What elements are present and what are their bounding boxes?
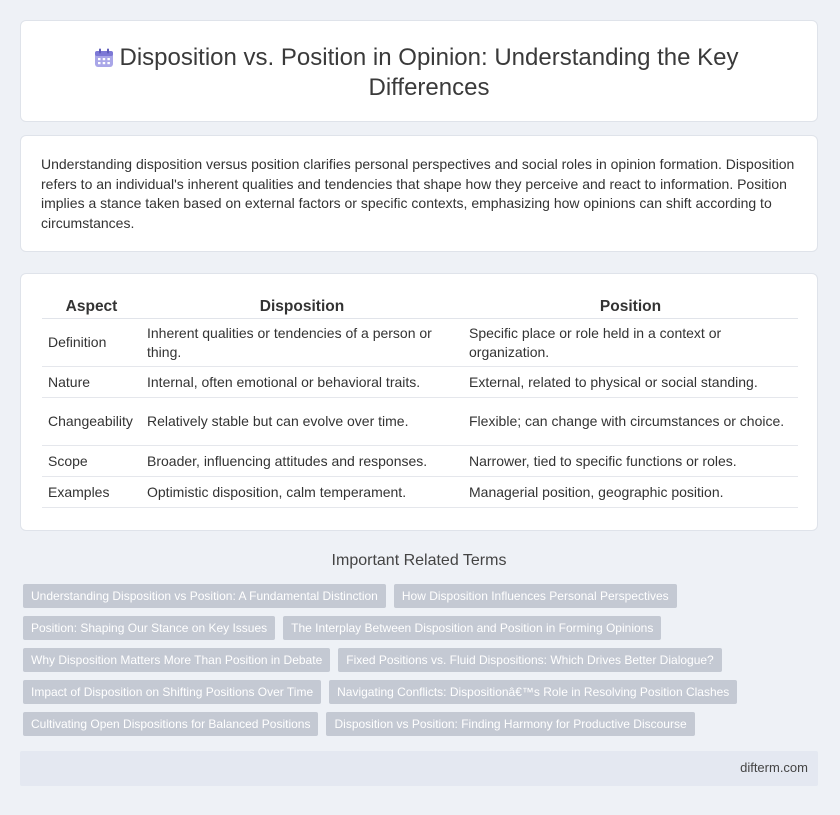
cell-position: Narrower, tied to specific functions or roles.	[463, 446, 798, 477]
comparison-table-card	[20, 273, 818, 531]
cell-aspect: Examples	[42, 477, 141, 508]
cell-aspect: Nature	[42, 367, 141, 398]
table-row	[42, 398, 798, 446]
intro-card	[20, 135, 818, 252]
column-header-aspect: Aspect	[42, 295, 141, 319]
related-term-tag[interactable]: Understanding Disposition vs Position: A Fundamental Distinction	[23, 584, 386, 608]
column-header-position: Position	[463, 295, 798, 319]
related-term-tag[interactable]: Navigating Conflicts: Dispositionâ€™s Role in Resolving Position Clashes	[329, 680, 737, 704]
related-term-tag[interactable]: Position: Shaping Our Stance on Key Issues	[23, 616, 275, 640]
related-term-tag[interactable]: Why Disposition Matters More Than Position in Debate	[23, 648, 330, 672]
related-terms-list	[23, 584, 813, 744]
page-title: Disposition vs. Position in Opinion: Understanding the Key Differences	[119, 44, 739, 101]
cell-aspect: Changeability	[42, 398, 141, 446]
table-row	[42, 477, 798, 508]
table-row	[42, 446, 798, 477]
related-term-tag[interactable]: The Interplay Between Disposition and Position in Forming Opinions	[283, 616, 661, 640]
comparison-table	[42, 295, 798, 508]
table-row	[42, 319, 798, 367]
cell-disposition: Inherent qualities or tendencies of a person or thing.	[141, 319, 463, 367]
footer-site-link[interactable]: difterm.com	[740, 760, 808, 775]
related-terms-title: Important Related Terms	[331, 552, 507, 569]
cell-aspect: Scope	[42, 446, 141, 477]
related-term-tag[interactable]: Disposition vs Position: Finding Harmony for Productive Discourse	[326, 712, 694, 736]
footer	[20, 751, 818, 786]
related-term-tag[interactable]: Cultivating Open Dispositions for Balanced Positions	[23, 712, 318, 736]
cell-disposition: Relatively stable but can evolve over time.	[141, 398, 463, 446]
cell-aspect: Definition	[42, 319, 141, 367]
cell-disposition: Optimistic disposition, calm temperament.	[141, 477, 463, 508]
related-term-tag[interactable]: Fixed Positions vs. Fluid Dispositions: Which Drives Better Dialogue?	[338, 648, 721, 672]
related-term-tag[interactable]: Impact of Disposition on Shifting Positions Over Time	[23, 680, 321, 704]
cell-position: Specific place or role held in a context or organization.	[463, 319, 798, 367]
cell-position: Flexible; can change with circumstances or choice.	[463, 398, 798, 446]
column-header-disposition: Disposition	[141, 295, 463, 319]
cell-disposition: Broader, influencing attitudes and responses.	[141, 446, 463, 477]
intro-paragraph: Understanding disposition versus position clarifies personal perspectives and social roles in opinion formation. Disposition refers to an individual's inherent qualities and tendencies that shape how they perceive and react to information. Position implies a stance taken based on external factors or specific contexts, emphasizing how opinions can shift according to circumstances.	[41, 156, 795, 231]
cell-disposition: Internal, often emotional or behavioral traits.	[141, 367, 463, 398]
cell-position: Managerial position, geographic position.	[463, 477, 798, 508]
header-card	[20, 20, 818, 122]
cell-position: External, related to physical or social standing.	[463, 367, 798, 398]
table-header-row	[42, 295, 798, 319]
related-term-tag[interactable]: How Disposition Influences Personal Perspectives	[394, 584, 677, 608]
table-row	[42, 367, 798, 398]
